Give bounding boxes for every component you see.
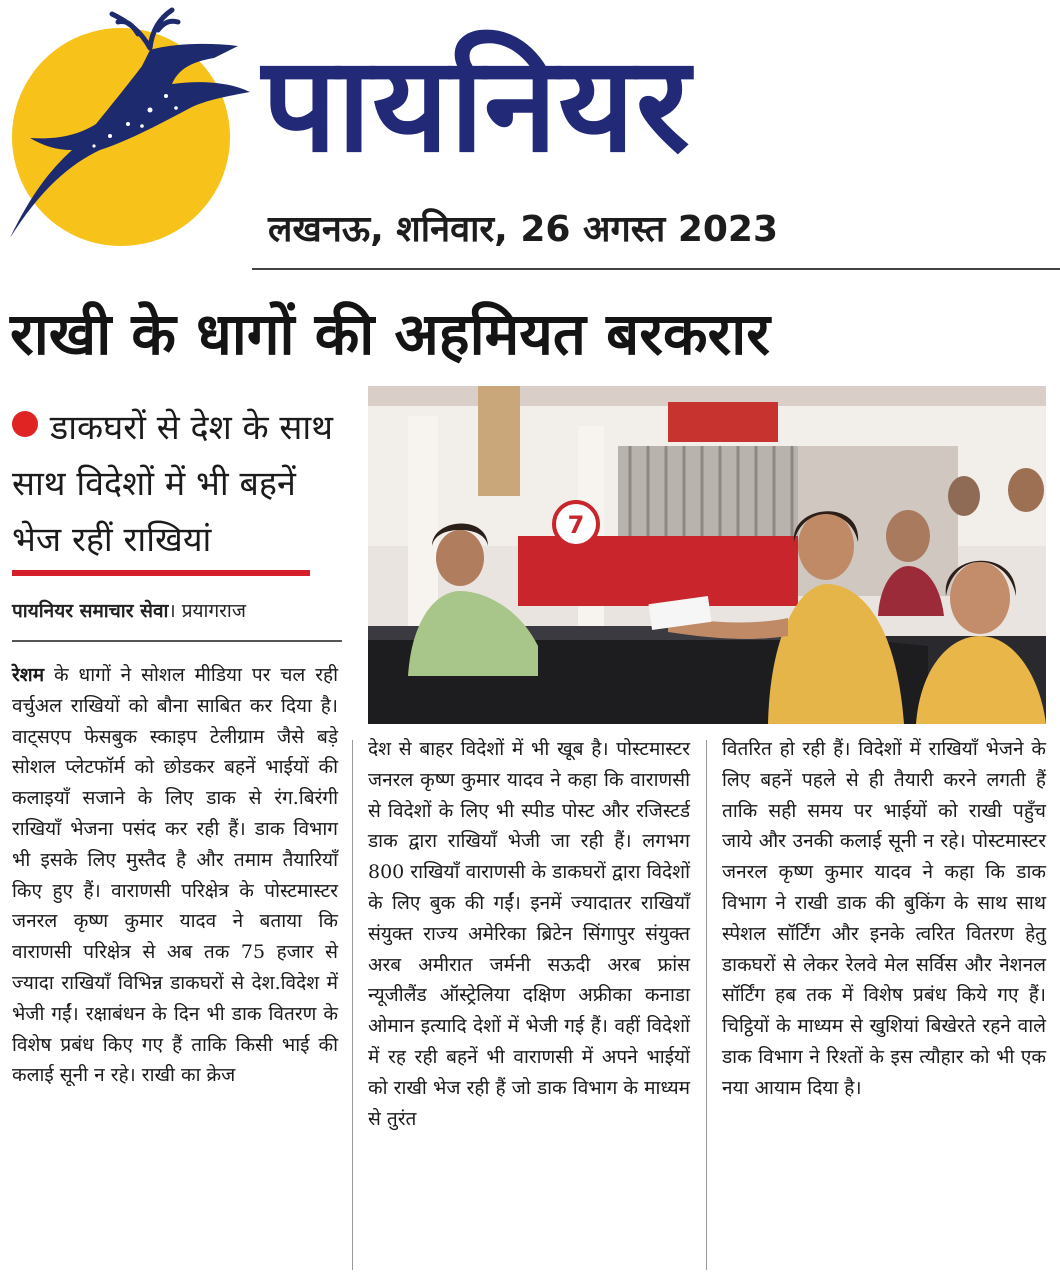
article-column-3: वितरित हो रही हैं। विदेशों में राखियाँ भेजने के लिए बहनें पहले से ही तैयारी करने लगती हैं ताकि सही समय पर भाईयों को राखी पहुँच जाये और उनकी कलाई सूनी न रहे। पोस्टमास्टर जनरल कृष्ण कुमार यादव ने कहा कि डाक विभाग ने राखी डाक की बुकिंग के साथ साथ स्पेशल सॉर्टिंग और इनके त्वरित वितरण हेतु डाकघरों से लेकर रेलवे मेल सर्विस और नेशनल सॉर्टिंग हब तक में विशेष प्रबंध किये गए हैं। चिट्ठियों के माध्यम से खुशियां बिखेरते रहने वाले डाक विभाग ने रिश्तों के इस त्यौहार को भी एक नया आयाम दिया है। bbox=[722, 738, 1046, 1099]
red-bullet-icon bbox=[12, 411, 38, 437]
dateline: लखनऊ, शनिवार, 26 अगस्त 2023 bbox=[268, 209, 779, 250]
article-headline: राखी के धागों की अहमियत बरकरार bbox=[10, 300, 771, 368]
article-column-2: देश से बाहर विदेशों में भी खूब है। पोस्टमास्टर जनरल कृष्ण कुमार यादव ने कहा कि वाराणसी से विदेशों के लिए भी स्पीड पोस्ट और रजिस्टर्ड डाक द्वारा राखियाँ भेजी जा रही हैं। लगभग 800 राखियाँ वाराणसी के डाकघरों द्वारा विदेशों के लिए बुक की गईं। इनमें ज्यादातर राखियाँ संयुक्त राज्य अमेरिका ब्रिटेन सिंगापुर संयुक्त अरब अमीरात जर्मनी सऊदी अरब फ्रांस न्यूजीलैंड ऑस्ट्रेलिया दक्षिण अफ्रीका कनाडा ओमान इत्यादि देशों में भेजी गई हैं। वहीं विदेशों में रह रही बहनें भी वाराणसी में अपने भाईयों को राखी भेज रही हैं जो डाक विभाग के माध्यम से तुरंत bbox=[368, 738, 690, 1130]
lead-word: रेशम bbox=[12, 664, 45, 686]
byline bbox=[12, 594, 352, 628]
byline-separator: । bbox=[168, 600, 176, 622]
masthead-divider bbox=[252, 268, 1060, 270]
column-divider bbox=[706, 740, 707, 1270]
article-subheadline bbox=[12, 400, 350, 568]
byline-agency: पायनियर समाचार सेवा bbox=[12, 600, 169, 622]
counter-number: 7 bbox=[567, 511, 585, 539]
subheadline-text: डाकघरों से देश के साथ साथ विदेशों में भी बहनें भेज रहीं राखियां bbox=[12, 408, 333, 560]
newspaper-title: पायनियर bbox=[262, 27, 691, 182]
column-1-text: के धागों ने सोशल मीडिया पर चल रही वर्चुअल राखियों को बौना साबित कर दिया है। वाट्सएप फेसबुक स्काइप टेलीग्राम जैसे बड़े सोशल प्लेटफॉर्म को छोडकर बहनें भाईयों की कलाइयाँ सजाने के लिए डाक से रंग.बिरंगी राखियाँ भेजना पसंद कर रही हैं। डाक विभाग भी इसके लिए मुस्तैद है और तमाम तैयारियाँ किए हुए हैं। वाराणसी परिक्षेत्र के पोस्टमास्टर जनरल कृष्ण कुमार यादव ने बताया कि वाराणसी परिक्षेत्र से अब तक 75 हजार से ज्यादा राखियाँ विभिन्न डाकघरों से देश.विदेश में भेजी गईं। रक्षाबंधन के दिन भी डाक वितरण के विशेष प्रबंध किए गए हैं ताकि किसी भाई की कलाई सूनी न रहे। राखी का क्रेज bbox=[12, 664, 338, 1087]
byline-divider bbox=[12, 640, 342, 642]
leaping-deer-logo-icon bbox=[0, 0, 260, 262]
post-office-counter-photo bbox=[368, 386, 1046, 724]
byline-place: प्रयागराज bbox=[181, 600, 246, 622]
column-divider bbox=[352, 740, 353, 1270]
subheadline-underline bbox=[12, 570, 310, 576]
article-column-1 bbox=[12, 660, 338, 1091]
